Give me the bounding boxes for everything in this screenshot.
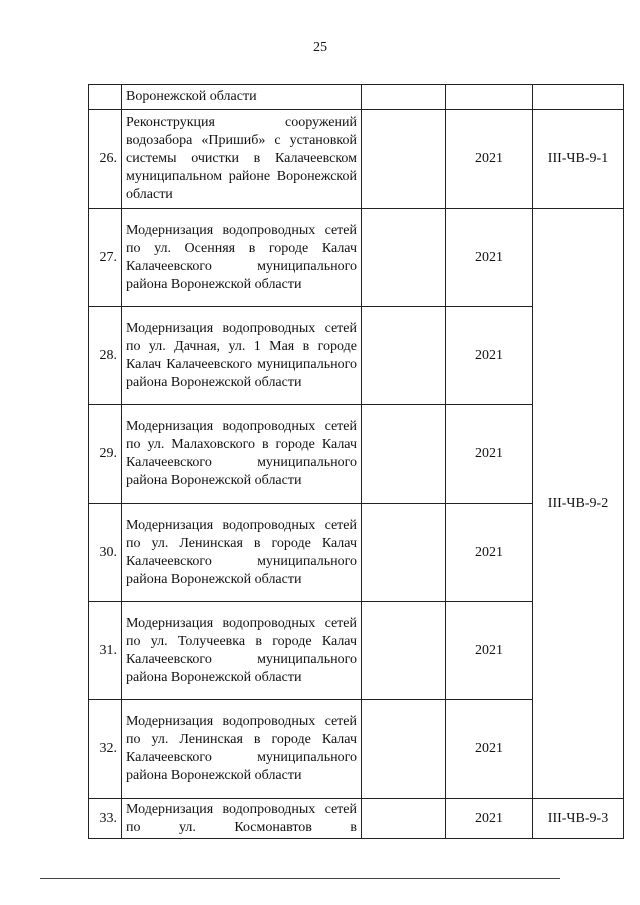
row-number: 26.: [89, 110, 122, 209]
row-description: Модернизация водопроводных сетей по ул. Ленинская в городе Калач Калачеевского муниципального района Воронежской области: [122, 504, 362, 602]
table-row-33: [89, 799, 624, 839]
row-code: III-ЧВ-9-1: [533, 110, 624, 209]
empty-cell: [362, 307, 446, 405]
row-year: 2021: [446, 504, 533, 602]
empty-cell: [362, 700, 446, 799]
empty-cell: [362, 602, 446, 700]
empty-cell: [362, 504, 446, 602]
empty-cell: [362, 85, 446, 110]
row-year: [446, 85, 533, 110]
row-year: 2021: [446, 799, 533, 839]
row-number-cell: [89, 85, 122, 110]
row-description: Модернизация водопроводных сетей по ул. Ленинская в городе Калач Калачеевского муниципального района Воронежской области: [122, 700, 362, 799]
table-row-27: [89, 209, 624, 307]
row-number: 32.: [89, 700, 122, 799]
empty-cell: [362, 110, 446, 209]
table-row-continuation: [89, 85, 624, 110]
page-number: 25: [313, 40, 327, 55]
row-year: 2021: [446, 700, 533, 799]
row-number: 30.: [89, 504, 122, 602]
row-number: 33.: [89, 799, 122, 839]
row-description: Реконструкция сооружений водозабора «Пришиб» с установкой системы очистки в Калачеевском муниципальном районе Воронежской области: [122, 110, 362, 209]
row-year: 2021: [446, 110, 533, 209]
row-year: 2021: [446, 307, 533, 405]
row-year: 2021: [446, 209, 533, 307]
scan-edge-line: [40, 878, 560, 879]
row-description: Модернизация водопроводных сетей по ул. Малаховского в городе Калач Калачеевского муниципального района Воронежской области: [122, 405, 362, 504]
row-number: 28.: [89, 307, 122, 405]
row-year: 2021: [446, 405, 533, 504]
projects-table: [88, 84, 624, 839]
table-row-26: [89, 110, 624, 209]
row-code: III-ЧВ-9-3: [533, 799, 624, 839]
row-number: 31.: [89, 602, 122, 700]
empty-cell: [362, 405, 446, 504]
row-description: Модернизация водопроводных сетей по ул. Дачная, ул. 1 Мая в городе Калач Калачеевского муниципального района Воронежской области: [122, 307, 362, 405]
row-description: Модернизация водопроводных сетей по ул. Космонавтов в: [122, 799, 362, 839]
row-description: Воронежской области: [122, 85, 362, 110]
row-number: 27.: [89, 209, 122, 307]
row-description: Модернизация водопроводных сетей по ул. Осенняя в городе Калач Калачеевского муниципального района Воронежской области: [122, 209, 362, 307]
row-number: 29.: [89, 405, 122, 504]
row-code: [533, 85, 624, 110]
row-code-merged: III-ЧВ-9-2: [533, 209, 624, 799]
empty-cell: [362, 209, 446, 307]
row-description: Модернизация водопроводных сетей по ул. Толучеевка в городе Калач Калачеевского муниципального района Воронежской области: [122, 602, 362, 700]
row-year: 2021: [446, 602, 533, 700]
empty-cell: [362, 799, 446, 839]
